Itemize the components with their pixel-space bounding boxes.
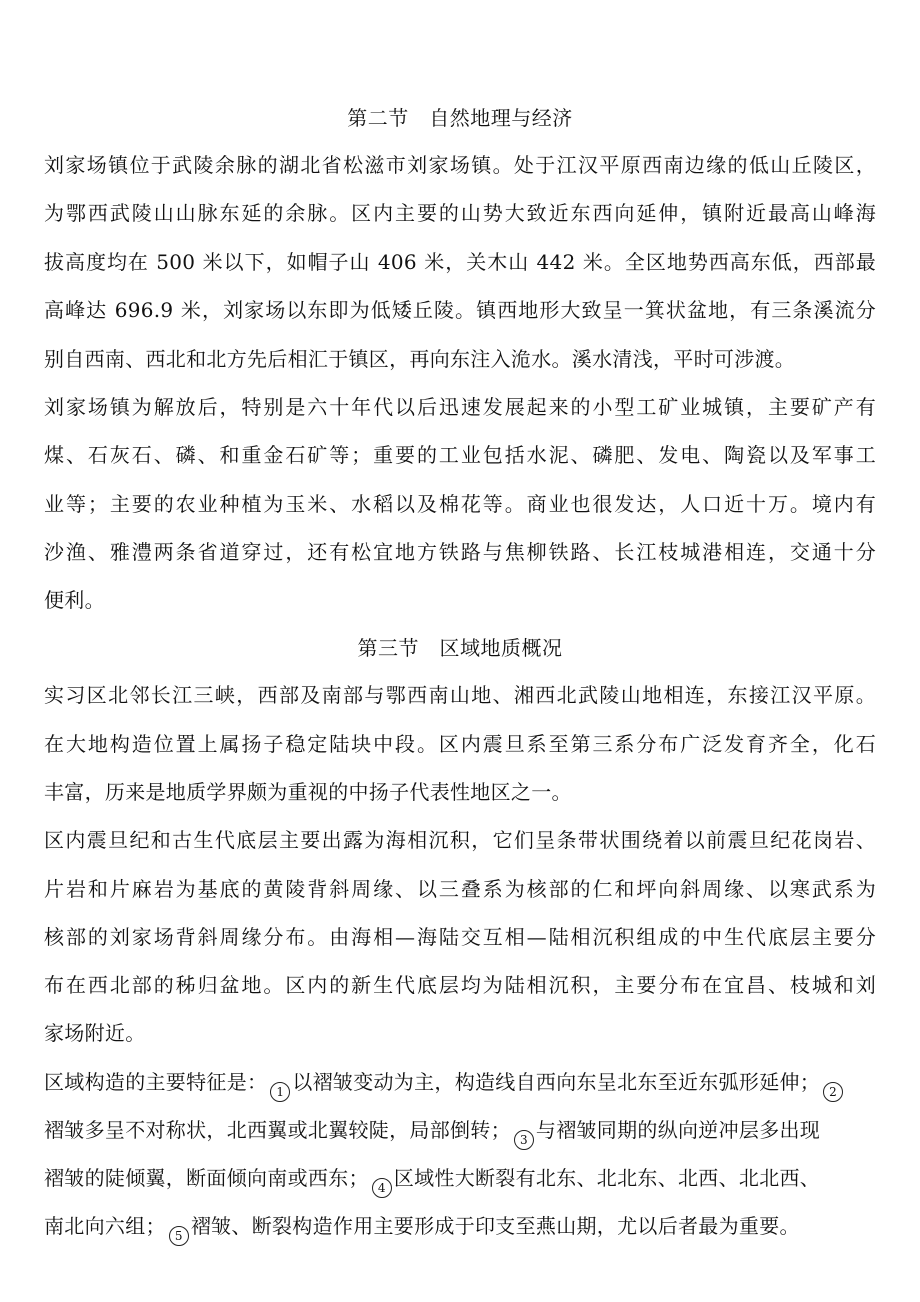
text-line: 刘家场镇位于武陵余脉的湖北省松滋市刘家场镇。处于江汉平原西南边缘的低山丘陵区，	[44, 153, 876, 177]
text-line	[44, 1166, 820, 1198]
text-line	[44, 1118, 820, 1150]
text-line: 丰富，历来是地质学界颇为重视的中扬子代表性地区之一。	[44, 780, 572, 804]
text-line: 片岩和片麻岩为基底的黄陵背斜周缘、以三叠系为核部的仁和坪向斜周缘、以寒武系为	[44, 877, 876, 901]
circled-number-4: 4	[372, 1178, 392, 1198]
section-heading-regional-geology: 第三节 区域地质概况	[357, 636, 563, 660]
circled-number-3: 3	[514, 1130, 534, 1150]
text-segment: 南北向六组；	[44, 1214, 166, 1238]
text-line: 沙渔、雅澧两条省道穿过，还有松宜地方铁路与焦柳铁路、长江枝城港相连，交通十分	[44, 540, 876, 564]
text-line: 为鄂西武陵山山脉东延的余脉。区内主要的山势大致近东西向延伸，镇附近最高山峰海	[44, 201, 876, 225]
text-line: 实习区北邻长江三峡，西部及南部与鄂西南山地、湘西北武陵山地相连，东接江汉平原。	[44, 683, 876, 707]
text-line: 拔高度均在 500 米以下，如帽子山 406 米，关木山 442 米。全区地势西高东低，西部最	[44, 250, 876, 274]
text-line: 在大地构造位置上属扬子稳定陆块中段。区内震旦系至第三系分布广泛发育齐全，化石	[44, 732, 876, 756]
text-line	[44, 1070, 845, 1102]
text-segment: 褶皱的陡倾翼，断面倾向南或西东；	[44, 1166, 369, 1190]
text-segment: 褶皱多呈不对称状，北西翼或北翼较陡，局部倒转；	[44, 1118, 511, 1142]
circled-number-1: 1	[270, 1082, 290, 1102]
text-line: 核部的刘家场背斜周缘分布。由海相—海陆交互相—陆相沉积组成的中生代底层主要分	[44, 925, 876, 949]
text-segment: 区域性大断裂有北东、北北东、北西、北北西、	[393, 1166, 821, 1190]
text-segment: 褶皱、断裂构造作用主要形成于印支至燕山期，尤以后者最为重要。	[190, 1214, 800, 1238]
text-line: 刘家场镇为解放后，特别是六十年代以后迅速发展起来的小型工矿业城镇，主要矿产有	[44, 395, 876, 419]
circled-number-5: 5	[169, 1226, 189, 1246]
text-segment: 与褶皱同期的纵向逆冲层多出现	[535, 1118, 821, 1142]
text-line	[44, 1214, 800, 1246]
section-heading-natural-geography: 第二节 自然地理与经济	[347, 106, 573, 130]
text-line: 便利。	[44, 588, 105, 612]
text-segment: 以褶皱变动为主，构造线自西向东呈北东至近东弧形延伸；	[292, 1070, 821, 1094]
text-line: 家场附近。	[44, 1021, 146, 1045]
text-line: 区内震旦纪和古生代底层主要出露为海相沉积，它们呈条带状围绕着以前震旦纪花岗岩、	[44, 828, 876, 852]
text-line: 布在西北部的秭归盆地。区内的新生代底层均为陆相沉积，主要分布在宜昌、枝城和刘	[44, 973, 876, 997]
text-line: 煤、石灰石、磷、和重金石矿等；重要的工业包括水泥、磷肥、发电、陶瓷以及军事工	[44, 443, 876, 467]
text-line: 业等；主要的农业种植为玉米、水稻以及棉花等。商业也很发达，人口近十万。境内有	[44, 492, 876, 516]
text-line: 高峰达 696.9 米，刘家场以东即为低矮丘陵。镇西地形大致呈一箕状盆地，有三条溪流分	[44, 298, 876, 322]
text-segment: 区域构造的主要特征是：	[44, 1070, 268, 1094]
text-line: 别自西南、西北和北方先后相汇于镇区，再向东注入洈水。溪水清浅，平时可涉渡。	[44, 347, 796, 371]
circled-number-2: 2	[823, 1082, 843, 1102]
